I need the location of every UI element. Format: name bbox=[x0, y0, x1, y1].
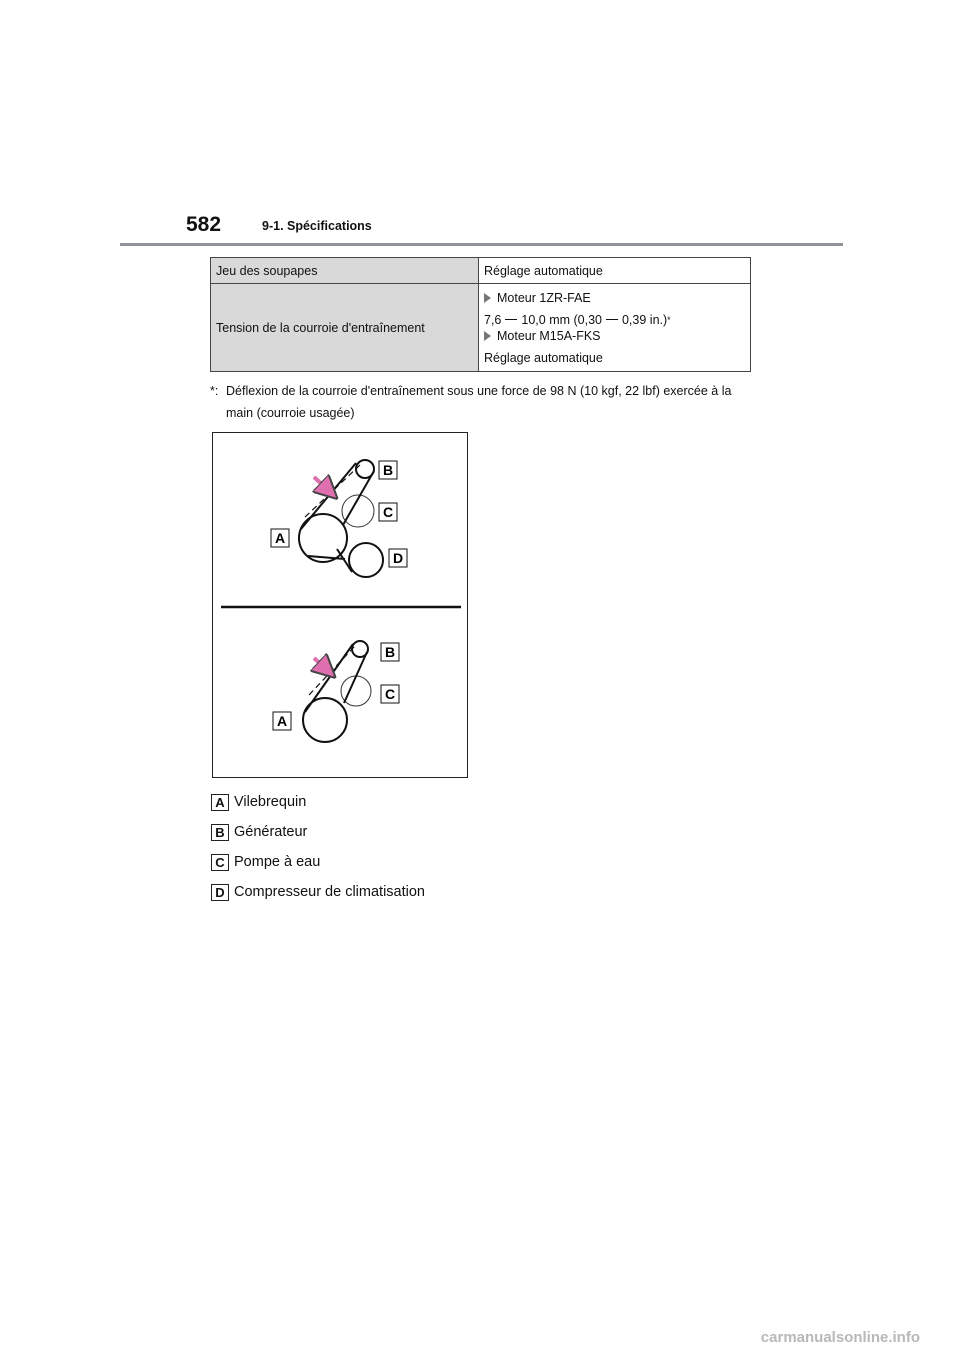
table-cell-value: Réglage automatique bbox=[479, 258, 751, 284]
tension-value: Réglage automatique bbox=[484, 350, 603, 365]
list-item bbox=[211, 817, 425, 847]
range-dash bbox=[606, 319, 618, 320]
belt-diagram bbox=[212, 432, 468, 778]
triangle-bullet-icon bbox=[484, 331, 491, 341]
list-item bbox=[211, 847, 425, 877]
value-part: 0,39 in.) bbox=[621, 312, 668, 327]
label-c: C bbox=[384, 686, 396, 702]
pulley-compressor bbox=[349, 543, 383, 577]
table-row bbox=[211, 284, 751, 372]
label-b: B bbox=[382, 462, 394, 478]
diagram-top bbox=[271, 460, 407, 577]
label-b: B bbox=[384, 644, 396, 660]
arrow-icon bbox=[314, 477, 329, 491]
engine-heading bbox=[484, 290, 745, 306]
legend-text: Vilebrequin bbox=[234, 794, 307, 810]
legend bbox=[211, 787, 425, 907]
spec-table bbox=[210, 257, 751, 372]
watermark: carmanualsonline.info bbox=[760, 1329, 920, 1346]
triangle-bullet-icon bbox=[484, 293, 491, 303]
footnote-marker: * bbox=[667, 314, 671, 325]
letter-badge: C bbox=[211, 854, 229, 871]
page-number: 582 bbox=[186, 213, 222, 236]
label-a: A bbox=[276, 713, 288, 729]
engine-name: Moteur 1ZR-FAE bbox=[497, 290, 591, 305]
footnote-line: Déflexion de la courroie d'entraînement sous une force de 98 N (10 kgf, 22 lbf) exercée à la bbox=[226, 384, 732, 398]
engine-name: Moteur M15A-FKS bbox=[497, 328, 601, 343]
table-row bbox=[211, 258, 751, 284]
legend-text: Générateur bbox=[234, 824, 308, 840]
list-item bbox=[211, 877, 425, 907]
section-title: 9-1. Spécifications bbox=[262, 219, 372, 233]
value-part: 10,0 mm (0,30 bbox=[521, 312, 602, 327]
letter-badge: A bbox=[211, 794, 229, 811]
label-a: A bbox=[274, 530, 286, 546]
label-d: D bbox=[392, 550, 404, 566]
list-item bbox=[211, 787, 425, 817]
range-dash bbox=[505, 319, 517, 320]
value-part: 7,6 bbox=[484, 312, 502, 327]
table-cell-label: Jeu des soupapes bbox=[211, 258, 479, 284]
arrow-icon bbox=[314, 658, 327, 670]
tension-value bbox=[484, 312, 745, 328]
engine-heading bbox=[484, 328, 745, 344]
table-cell-value bbox=[479, 284, 751, 372]
footnote-line: main (courroie usagée) bbox=[226, 406, 355, 420]
letter-badge: B bbox=[211, 824, 229, 841]
letter-badge: D bbox=[211, 884, 229, 901]
footnote-marker: *: bbox=[210, 384, 219, 398]
diagram-bottom bbox=[273, 641, 399, 742]
label-c: C bbox=[382, 504, 394, 520]
header-rule bbox=[120, 243, 843, 246]
footnote bbox=[210, 380, 755, 424]
belt-deflection bbox=[309, 646, 355, 695]
legend-text: Pompe à eau bbox=[234, 854, 321, 870]
table-cell-label: Tension de la courroie d'entraînement bbox=[211, 284, 479, 372]
legend-text: Compresseur de climatisation bbox=[234, 884, 425, 900]
